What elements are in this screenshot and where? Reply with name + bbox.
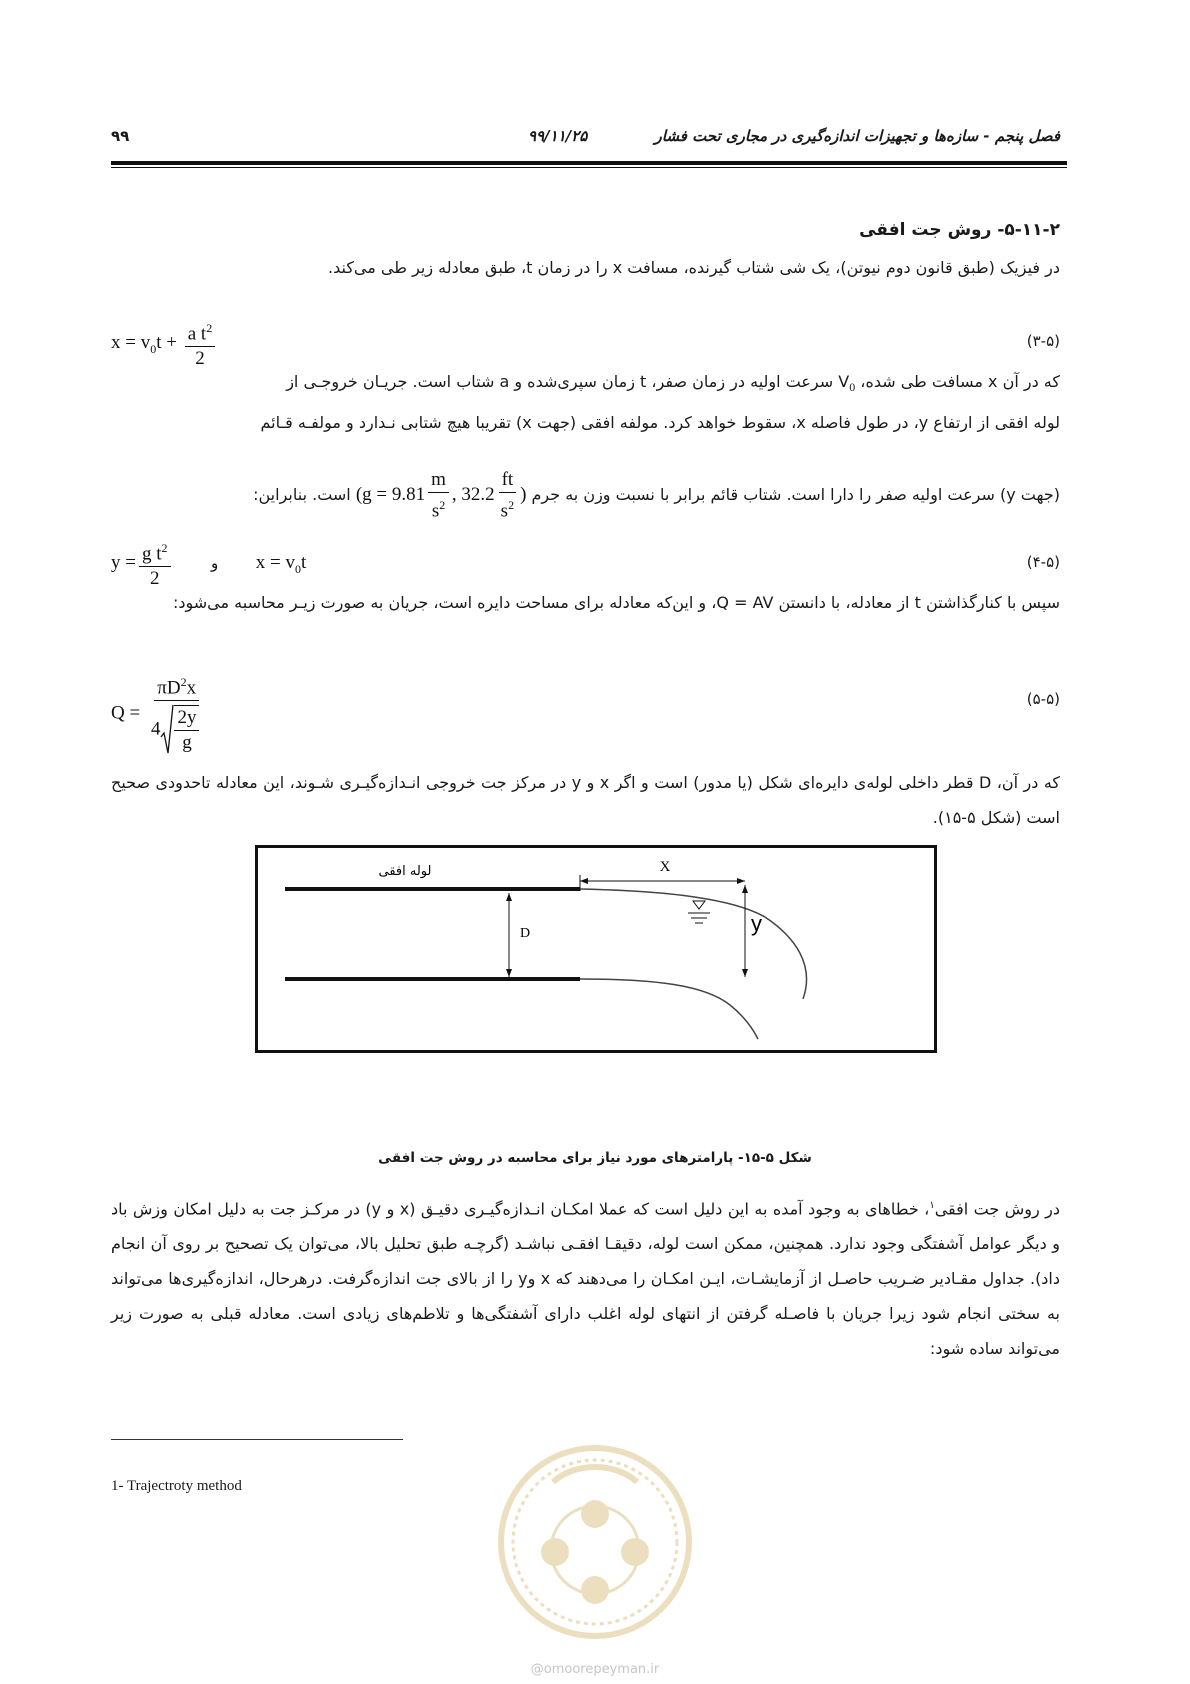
equation-4-5: y = $\frac{g t^2}{2}$ و $x = v_0t$ <box>111 536 306 591</box>
header-date: ۹۹/۱۱/۲۵ <box>528 127 588 145</box>
paragraph-3-text-a: (جهت y) سرعت اولیه صفر را دارا است. شتاب قائم برابر با نسبت وزن به جرم <box>531 485 1060 505</box>
gravity-formula: (g = 9.81 $\frac{m}{s^2}$ , 32.2 $\frac{ft}{s^2}$ ) <box>355 469 527 522</box>
header-rule-thin <box>111 167 1067 168</box>
paragraph-6 <box>111 1188 1060 1366</box>
page-number: ۹۹ <box>111 127 130 145</box>
paragraph-2-line-1: که در آن x مسافت طی شده، $V_0$ سرعت اولیه در زمان صفر، t زمان سپری‌شده و a شتاب است. جریـان خروجـی از <box>286 372 1060 395</box>
watermark-seal-icon <box>495 1442 695 1642</box>
equation-3-5: $x = v_0t$ + $\frac{a t^2}{2}$ <box>111 316 218 371</box>
paragraph-6-text-b: ، خطاهای به وجود آمده به این دلیل است که عملا امکـان انـدازه‌گیـری دقیـق (x و y) در مرکـز جت به دلیل امکان وزش باد و دیگر عوامل آشفتگی وجود ندارد. همچنین، ممکن است لوله، دقیقـا افقـی نباشـد (گرچـه طبق تحلیل بالا، می‌توان یک تصحیح بر روی آن انجام داد). جداول مقـادیر ضـریب حاصـل از آزمایشـات، ایـن امکـان را می‌دهند که x وy را از بالای جت اندازه‌گرفت. درهرحال، اندازه‌گیری‌ها می‌تواند به سختی انجام شود زیرا جریان با فاصـله گرفتن از انتهای لوله اغلب دارای آشفتگی‌ها و تلاطم‌های زیادی است. معادله قبلی به صورت زیر می‌تواند ساده شود: <box>111 1199 1061 1359</box>
chapter-title: فصل پنجم - سازه‌ها و تجهیزات اندازه‌گیری در مجاری تحت فشار <box>654 127 1060 145</box>
paragraph-2-text-a: که در آن x مسافت طی شده، V <box>838 372 1060 391</box>
paragraph-6-text-a: در روش جت افقی <box>934 1199 1060 1219</box>
footnote-rule <box>111 1439 403 1440</box>
footnote-text: 1- Trajectroty method <box>111 1478 242 1494</box>
equation-4-5-and: و <box>211 554 219 573</box>
pipe-label: لوله افقی <box>378 864 432 879</box>
paragraph-1: در فیزیک (طبق قانون دوم نیوتن)، یک شی شتاب گیرنده، مسافت x را در زمان t، طبق معادله زیر طی می‌کند. <box>328 258 1060 277</box>
d-label: D <box>520 926 531 941</box>
equation-5-5: Q = $\pi D^2x$ 4 $\frac{2y}{g}$ <box>111 670 208 757</box>
paragraph-3 <box>253 468 1060 523</box>
paragraph-2-line-2: لوله افقی از ارتفاع y، در طول فاصله x، سقوط خواهد کرد. مولفه افقی (جهت x) تقریبا هیچ شتابی نـدارد و مولفـه قـائم <box>260 413 1060 432</box>
paragraph-3-text-b: است. بنابراین: <box>253 485 351 505</box>
equation-number-5-5: (۵-۵) <box>1026 690 1060 708</box>
figure-frame <box>257 847 936 1052</box>
section-heading: ۵-۱۱-۲- روش جت افقی <box>859 220 1060 240</box>
equation-number-4-5: (۴-۵) <box>1026 553 1060 571</box>
paragraph-2-text-b: سرعت اولیه در زمان صفر، t زمان سپری‌شده و a شتاب است. جریـان خروجـی از <box>286 372 839 391</box>
x-label: X <box>659 859 671 875</box>
jet-figure <box>255 845 937 1053</box>
header-rule-thick <box>111 161 1067 165</box>
equation-number-3-5: (۳-۵) <box>1026 332 1060 350</box>
figure-caption: شکل ۵-۱۵- پارامترهای مورد نیاز برای محاسبه در روش جت افقی <box>378 1150 812 1166</box>
y-label: y <box>751 911 762 936</box>
sqrt-sign <box>160 703 174 757</box>
paragraph-5: که در آن، D قطر داخلی لوله‌ی دایره‌ای شکل (یا مدور) است و اگر x و y در مرکز جت خروجی انـدازه‌گیـری شـوند، این معادله تاحدودی صحیح است (شکل ۵-۱۵). <box>111 773 1061 827</box>
paragraph-4: سپس با کنارگذاشتن t از معادله، با دانستن Q = AV، و این‌که معادله برای مساحت دایره است، جریان به صورت زیـر محاسبه می‌شود: <box>172 593 1060 612</box>
footnote-reference[interactable]: ۱ <box>929 1200 935 1211</box>
watermark-url: @omoorepeyman.ir <box>530 1662 660 1677</box>
